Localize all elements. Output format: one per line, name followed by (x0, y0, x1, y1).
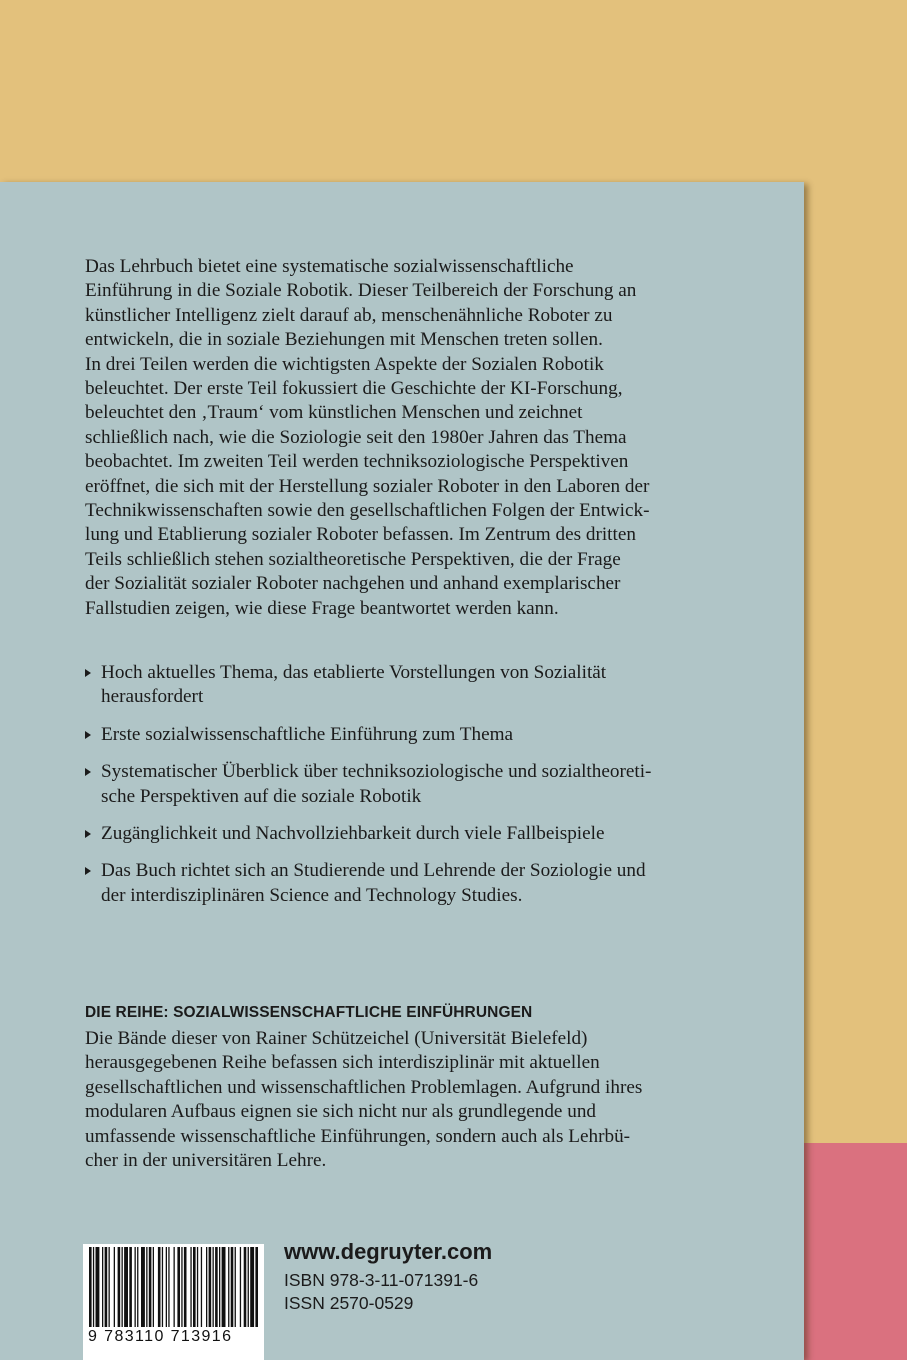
highlights-list (85, 661, 725, 921)
series-heading: DIE REIHE: SOZIALWISSENSCHAFTLICHE EINFÜHRUNGEN (85, 1004, 533, 1021)
barcode-bar (231, 1247, 234, 1327)
triangle-bullet-icon (85, 867, 91, 875)
list-item: Hoch aktuelles Thema, das etablierte Vorstellungen von Sozialität herausfordert (85, 661, 725, 710)
barcode-bar (141, 1247, 145, 1327)
issn-number: ISSN 2570-0529 (284, 1293, 414, 1313)
barcode-bar (168, 1247, 169, 1327)
barcode-bar (122, 1247, 123, 1327)
barcode-bar (190, 1247, 191, 1327)
list-item: Systematischer Überblick über techniksoziologische und sozialtheoreti- sche Perspektiven auf die soziale Robotik (85, 760, 725, 809)
publisher-url[interactable]: www.degruyter.com (284, 1239, 493, 1264)
barcode-bar (235, 1247, 236, 1327)
barcode-bar (114, 1247, 115, 1327)
barcode-bar (96, 1247, 100, 1327)
barcode-bar (166, 1247, 167, 1327)
barcode-bar (244, 1247, 247, 1327)
list-item: Zugänglichkeit und Nachvollziehbarkeit durch viele Fallbeispiele (85, 822, 725, 846)
barcode-bar (213, 1247, 214, 1327)
list-item: Erste sozialwissenschaftliche Einführung zum Thema (85, 723, 725, 747)
barcode-bar (89, 1247, 92, 1327)
barcode-bar (215, 1247, 218, 1327)
barcode-bar (184, 1247, 187, 1327)
barcode-number: 9 783110 713916 (88, 1328, 233, 1345)
barcode-bar (102, 1247, 103, 1327)
barcode-bar (146, 1247, 147, 1327)
triangle-bullet-icon (85, 669, 91, 677)
triangle-bullet-icon (85, 768, 91, 776)
pink-accent-block (800, 1143, 907, 1360)
barcode-bar (118, 1247, 121, 1327)
barcode-bar (206, 1247, 207, 1327)
barcode-bar (129, 1247, 132, 1327)
barcode (83, 1244, 264, 1360)
barcode-bar (109, 1247, 110, 1327)
barcode-bar (255, 1247, 258, 1327)
barcode-bar (201, 1247, 202, 1327)
barcode-bar (162, 1247, 163, 1327)
barcode-bar (193, 1247, 196, 1327)
barcode-bar (158, 1247, 161, 1327)
barcode-bar (124, 1247, 128, 1327)
triangle-bullet-icon (85, 830, 91, 838)
barcode-bar (248, 1247, 249, 1327)
triangle-bullet-icon (85, 731, 91, 739)
barcode-bar (228, 1247, 229, 1327)
barcode-bar (222, 1247, 226, 1327)
barcode-bar (93, 1247, 94, 1327)
barcode-bar (219, 1247, 220, 1327)
barcode-bar (174, 1247, 175, 1327)
barcode-bar (177, 1247, 180, 1327)
series-description: Die Bände dieser von Rainer Schützeichel (Universität Bielefeld) herausgegebenen Reihe befassen sich interdisziplinär mit aktuellen gesellschaftlichen und wissenschaftlichen Problemlagen. Aufgrund ihres modularen Aufbaus eignen sie sich nicht nur als grundlegende und umfassende wissenschaftliche Einführungen, sondern auch als Lehrbü- cher in der universitären Lehre. (85, 1028, 643, 1172)
barcode-bar (209, 1247, 212, 1327)
barcode-bar (137, 1247, 138, 1327)
barcode-bar (197, 1247, 198, 1327)
barcode-bar (153, 1247, 154, 1327)
barcode-bar (250, 1247, 254, 1327)
barcode-bar (240, 1247, 241, 1327)
book-description: Das Lehrbuch bietet eine systematische sozialwissenschaftliche Einführung in die Soziale Robotik. Dieser Teilbereich der Forschung an künstlicher Intelligenz zielt darauf ab, menschenähnliche Roboter zu entwickeln, die in soziale Beziehungen mit Menschen treten sollen. In drei Teilen werden die wichtigsten Aspekte der Sozialen Robotik beleuchtet. Der erste Teil fokussiert die Geschichte der KI-Forschung, beleuchtet den ‚Traum‘ vom künstlichen Menschen und zeichnet schließlich nach, wie die Soziologie seit den 1980er Jahren das Thema beobachtet. Im zweiten Teil werden techniksoziologische Perspektiven eröffnet, die sich mit der Herstellung sozialer Roboter in den Laboren der Technikwissenschaften sowie den gesellschaftlichen Folgen der Entwick- lung und Etablierung sozialer Roboter befassen. Im Zentrum des dritten Teils schließlich stehen sozialtheoretische Perspektiven, die der Frage der Sozialität sozialer Roboter nachgehen und anhand exemplarischer Fallstudien zeigen, wie diese Frage beantwortet werden kann. (85, 256, 650, 619)
barcode-bar (149, 1247, 152, 1327)
barcode-bar (181, 1247, 182, 1327)
barcode-bars (87, 1247, 260, 1327)
list-item: Das Buch richtet sich an Studierende und Lehrende der Soziologie und der interdisziplinären Science and Technology Studies. (85, 859, 725, 908)
barcode-bar (105, 1247, 108, 1327)
isbn-number: ISBN 978-3-11-071391-6 (284, 1270, 479, 1290)
barcode-bar (135, 1247, 136, 1327)
